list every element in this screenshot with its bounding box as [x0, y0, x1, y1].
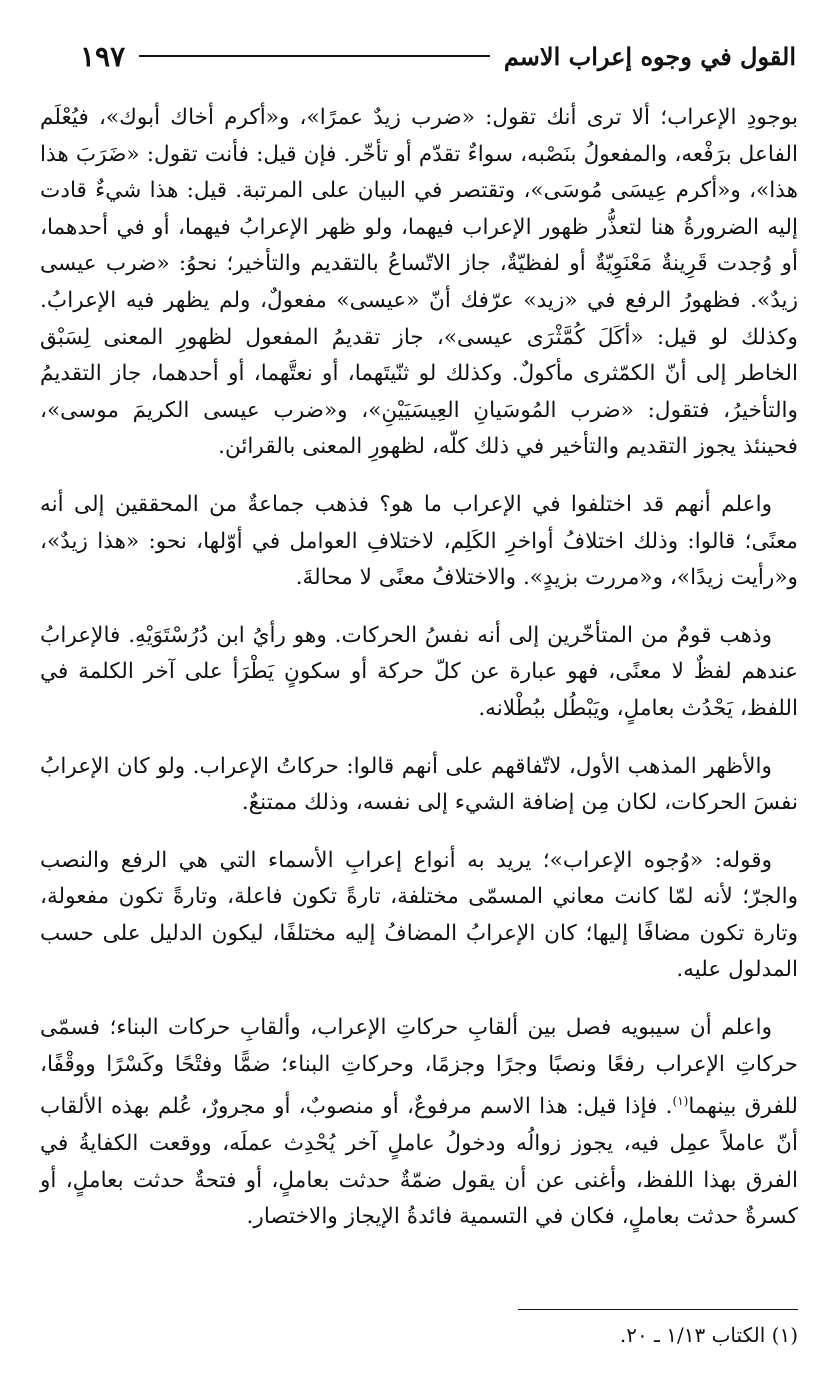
- footnote: [40, 1320, 798, 1350]
- paragraph-6-end: . فإذا قيل: هذا الاسم مرفوعٌ، أو منصوبٌ، أو مجرورٌ، عُلم بهذه الألقاب أنّ عاملاً عمِل فيه، يجوز زوالُه ودخولُ عاملٍ آخر يُحْدِث عملَه، ووقعت الكفايةُ في الفرق بهذا اللفظ، وأغنى عن أن يقول ضمّةٌ حدثت بعاملٍ، أو فتحةٌ حدثت بعاملٍ، أو كسرةٌ حدثت بعاملٍ، فكان في التسمية فائدةُ الإيجاز والاختصار.: [40, 1094, 798, 1230]
- header-rule: [139, 55, 490, 57]
- running-title: القول في وجوه إعراب الاسم: [503, 41, 796, 71]
- footnote-text: الكتاب ١/١٣ ـ ٢٠.: [619, 1323, 766, 1347]
- footnote-marker: (١): [771, 1323, 798, 1347]
- paragraph-2: واعلم أنهم قد اختلفوا في الإعراب ما هو؟ فذهب جماعةٌ من المحققين إلى أنه معنًى؛ قالوا: وذلك اختلافُ أواخرِ الكَلِم، لاختلافِ العوامل في أوّلها، نحو: «هذا زيدٌ»، و«رأيت زيدًا»، و«مررت بزيدٍ». والاختلافُ معنًى لا محالةَ.: [40, 491, 798, 591]
- paragraph-1: بوجودِ الإعراب؛ ألا ترى أنك تقول: «ضرب زيدٌ عمرًا»، و«أكرم أخاك أبوك»، فيُعْلَم الفاعل برَفْعه، والمفعولُ بنَصْبه، سواءٌ تقدّم أو تأخّر. فإن قيل: فأنت تقول: «ضَرَبَ هذا هذا»، و«أكرم عِيسَى مُوسَى»، وتقتصر في البيان على المرتبة. قيل: هذا شيءٌ قادت إليه الضرورةُ هنا لتعذُّر ظهور الإعراب فيهما، ولو ظهر الإعرابُ فيهما، أو في أحدهما، أو وُجدت قَرِينةٌ مَعْنَوِيّةٌ أو لفظيّةٌ، جاز الاتّساعُ بالتقديم والتأخير؛ نحوُ: «ضرب عيسى زيدٌ». فظهورُ الرفع في «زيد» عرّفك أنّ «عيسى» مفعولٌ، ولم يظهر فيه الإعرابُ. وكذلك لو قيل: «أكَلَ كُمَّثْرَى عيسى»، جاز تقديمُ المفعول لظهورِ المعنى لِسَبْق الخاطر إلى أنّ الكمّثرى مأكولٌ. وكذلك لو ثنّيتَهما، أو نعتَّهما، أو أحدهما، جاز التقديمُ والتأخيرُ، فتقول: «ضرب المُوسَيانِ العِيسَيَيْنِ»، و«ضرب عيسى الكريمَ موسى»، فحينئذ يجوز التقديم والتأخير في ذلك كلّه، لظهورِ المعنى بالقرائن.: [40, 105, 798, 460]
- footnote-reference: (١): [672, 1094, 689, 1109]
- page-number: ١٩٧: [80, 39, 126, 73]
- paragraph-5: وقوله: «وُجوه الإعراب»؛ يريد به أنواع إعرابِ الأسماء التي هي الرفع والنصب والجرّ؛ لأنه لمّا كانت معاني المسمّى مختلفة، تارةً تكون فاعلة، وتارةً تكون مفعولة، وتارة تكون مضافًا إليها؛ كان الإعرابُ المضافُ إليه مختلفًا، ليكون الدليل على حسب المدلول عليه.: [40, 847, 798, 983]
- paragraph-6-start: واعلم أن سيبويه فصل بين ألقابِ حركاتِ الإعراب، وألقابِ حركات البناء؛ فسمّى حركاتِ الإعراب رفعًا ونصبًا وجرًا وجزمًا، وحركاتِ البناء؛ ضمًّا وفتْحًا وكَسْرًا ووقْفًا، للفرق بينهما: [40, 1015, 798, 1120]
- body-text: [40, 100, 798, 1257]
- footnote-rule: [518, 1309, 798, 1310]
- page-header: [80, 36, 796, 76]
- paragraph-4: والأظهر المذهب الأول، لاتّفاقهم على أنهم قالوا: حركاتُ الإعراب. ولو كان الإعرابُ نفسَ الحركات، لكان مِن إضافة الشيء إلى نفسه، وذلك ممتنعٌ.: [40, 753, 798, 816]
- paragraph-3: وذهب قومٌ من المتأخّرين إلى أنه نفسُ الحركات. وهو رأيُ ابن دُرُسْتَوَيْهِ. فالإعرابُ عندهم لفظٌ لا معنًى، فهو عبارة عن كلّ حركة أو سكونٍ يَطْرَأ على آخر الكلمة في اللفظ، يَحْدُث بعاملٍ، ويَبْطُل ببُطْلانه.: [40, 622, 798, 721]
- paragraph-6: [40, 1010, 798, 1236]
